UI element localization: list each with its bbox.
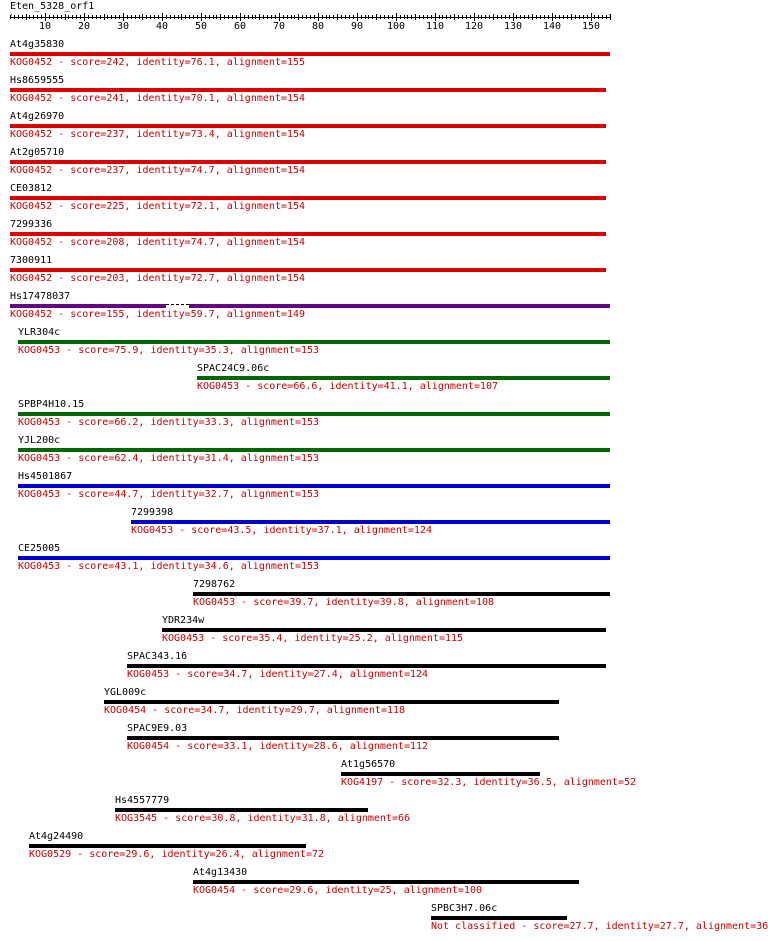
ruler-tick [439, 15, 440, 19]
hit-description[interactable]: KOG0453 - score=62.4, identity=31.4, alignment=153 [18, 453, 320, 464]
ruler-tick [388, 15, 389, 19]
ruler-tick [555, 15, 556, 19]
ruler-tick [275, 15, 276, 19]
ruler-tick [279, 13, 280, 21]
ruler-tick [72, 15, 73, 19]
ruler-tick [497, 15, 498, 19]
ruler-tick-label: 10 [39, 21, 52, 32]
hit-name[interactable]: At1g56570 [341, 759, 396, 770]
ruler-tick [361, 15, 362, 19]
ruler-tick [513, 13, 514, 21]
ruler-tick [349, 15, 350, 19]
ruler-tick [29, 15, 30, 19]
ruler-tick [481, 15, 482, 19]
ruler-tick [68, 15, 69, 19]
hit-description[interactable]: KOG0452 - score=225, identity=72.1, alignment=154 [10, 201, 306, 212]
hit-alignment-bar[interactable] [115, 808, 368, 812]
hit-alignment-bar[interactable] [193, 592, 610, 596]
hit-alignment-bar[interactable] [10, 232, 606, 236]
ruler-tick [571, 14, 572, 20]
hit-name[interactable]: At4g26970 [10, 111, 65, 122]
ruler-tick [493, 14, 494, 20]
ruler-tick [252, 15, 253, 19]
ruler-tick [271, 15, 272, 19]
ruler-tick [594, 15, 595, 19]
hit-name[interactable]: SPAC343.16 [127, 651, 188, 662]
ruler-tick-label: 130 [504, 21, 523, 32]
ruler-tick [119, 15, 120, 19]
ruler-tick [435, 13, 436, 21]
hit-name[interactable]: 7299398 [131, 507, 174, 518]
ruler-tick [283, 15, 284, 19]
hit-description[interactable]: KOG0454 - score=33.1, identity=28.6, alignment=112 [127, 741, 429, 752]
ruler-tick [127, 15, 128, 19]
ruler-tick [84, 13, 85, 21]
ruler-tick [466, 15, 467, 19]
ruler-tick [310, 15, 311, 19]
hit-description[interactable]: KOG0453 - score=66.2, identity=33.3, alignment=153 [18, 417, 320, 428]
hit-alignment-bar[interactable] [193, 880, 579, 884]
ruler-tick [411, 15, 412, 19]
ruler-tick [294, 15, 295, 19]
ruler-tick [244, 15, 245, 19]
ruler-tick [478, 15, 479, 19]
ruler-tick [423, 15, 424, 19]
hit-description[interactable]: KOG0453 - score=34.7, identity=27.4, alignment=124 [127, 669, 429, 680]
ruler-tick [131, 15, 132, 19]
ruler-tick [18, 15, 19, 19]
ruler-arrow-left-icon: ‹ [8, 11, 15, 22]
ruler-tick [154, 15, 155, 19]
ruler-tick [220, 14, 221, 20]
ruler-tick [92, 15, 93, 19]
ruler-tick-label: 110 [426, 21, 445, 32]
ruler-tick [583, 15, 584, 19]
hit-name[interactable]: SPAC9E9.03 [127, 723, 188, 734]
hit-description[interactable]: KOG3545 - score=30.8, identity=31.8, alignment=66 [115, 813, 411, 824]
ruler-tick [224, 15, 225, 19]
ruler-tick [314, 15, 315, 19]
ruler-tick [559, 15, 560, 19]
hit-name[interactable]: 7299336 [10, 219, 53, 230]
ruler-tick [462, 15, 463, 19]
hit-description[interactable]: KOG0453 - score=43.1, identity=34.6, alignment=153 [18, 561, 320, 572]
alignment-gap [166, 304, 189, 305]
ruler-tick-label: 90 [351, 21, 364, 32]
ruler-tick [65, 14, 66, 20]
hit-name[interactable]: SPBC3H7.06c [431, 903, 498, 914]
ruler-tick [536, 15, 537, 19]
hit-alignment-bar[interactable] [10, 268, 606, 272]
ruler-tick [365, 15, 366, 19]
hit-name[interactable]: YDR234w [162, 615, 205, 626]
ruler-tick [575, 15, 576, 19]
hit-name[interactable]: At4g35830 [10, 39, 65, 50]
ruler-tick [37, 15, 38, 19]
hit-name[interactable]: SPBP4H10.15 [18, 399, 85, 410]
hit-alignment-bar[interactable] [10, 304, 166, 308]
ruler-tick-label: 150 [582, 21, 601, 32]
ruler-tick [166, 15, 167, 19]
ruler-tick [442, 15, 443, 19]
ruler-tick [368, 15, 369, 19]
ruler-tick [505, 15, 506, 19]
hit-name[interactable]: Hs17478037 [10, 291, 71, 302]
ruler-tick [213, 15, 214, 19]
hit-name[interactable]: YJL200c [18, 435, 61, 446]
ruler-tick [135, 15, 136, 19]
ruler-tick [150, 15, 151, 19]
ruler-tick [57, 15, 58, 19]
hit-alignment-bar[interactable] [431, 916, 567, 920]
ruler-tick [567, 15, 568, 19]
ruler-tick [205, 15, 206, 19]
ruler-tick [236, 15, 237, 19]
ruler-tick [158, 15, 159, 19]
hit-name[interactable]: YLR304c [18, 327, 61, 338]
ruler-tick [357, 13, 358, 21]
ruler-tick [162, 13, 163, 21]
hit-alignment-bar[interactable] [18, 484, 610, 488]
ruler-tick [302, 15, 303, 19]
ruler-tick [415, 14, 416, 20]
ruler-tick [384, 15, 385, 19]
ruler-tick [548, 15, 549, 19]
hit-description[interactable]: KOG0453 - score=66.6, identity=41.1, alignment=107 [197, 381, 499, 392]
hit-description[interactable]: KOG0454 - score=29.6, identity=25, alignment=100 [193, 885, 482, 896]
ruler-tick-label: 120 [465, 21, 484, 32]
ruler-tick [291, 15, 292, 19]
ruler-tick [216, 15, 217, 19]
ruler-tick [563, 15, 564, 19]
hit-name[interactable]: SPAC24C9.06c [197, 363, 270, 374]
ruler-tick [174, 15, 175, 19]
ruler-tick [458, 15, 459, 19]
ruler-tick [470, 15, 471, 19]
ruler-tick [333, 15, 334, 19]
hit-name[interactable]: Hs8659555 [10, 75, 65, 86]
hit-name[interactable]: At2g05710 [10, 147, 65, 158]
ruler-tick [181, 14, 182, 20]
ruler-tick [80, 15, 81, 19]
ruler-tick [345, 15, 346, 19]
ruler-tick-label: 60 [234, 21, 247, 32]
ruler-tick [33, 15, 34, 19]
hit-name[interactable]: At4g24490 [29, 831, 84, 842]
ruler-tick [516, 15, 517, 19]
hit-description[interactable]: KOG0529 - score=29.6, identity=26.4, alignment=72 [29, 849, 325, 860]
ruler-tick [178, 15, 179, 19]
ruler-tick [544, 15, 545, 19]
ruler-tick [209, 15, 210, 19]
ruler-tick [267, 15, 268, 19]
hit-alignment-bar[interactable] [10, 52, 610, 56]
hit-description[interactable]: KOG0452 - score=237, identity=73.4, alignment=154 [10, 129, 306, 140]
hit-alignment-bar[interactable] [18, 448, 610, 452]
hit-name[interactable]: YGL009c [104, 687, 147, 698]
ruler-tick [587, 15, 588, 19]
ruler-tick-label: 40 [156, 21, 169, 32]
hit-alignment-bar[interactable] [341, 772, 540, 776]
hit-name[interactable]: Hs4501867 [18, 471, 73, 482]
hit-alignment-bar[interactable] [162, 628, 606, 632]
ruler-tick [380, 15, 381, 19]
ruler-tick-label: 20 [78, 21, 91, 32]
ruler-tick [520, 15, 521, 19]
ruler-tick [407, 15, 408, 19]
ruler-tick [446, 15, 447, 19]
hit-description[interactable]: KOG0453 - score=75.9, identity=35.3, alignment=153 [18, 345, 320, 356]
ruler-tick [61, 15, 62, 19]
ruler-tick-label: 80 [312, 21, 325, 32]
ruler-tick [396, 13, 397, 21]
ruler-tick [528, 15, 529, 19]
ruler-tick [228, 15, 229, 19]
ruler-tick-label: 70 [273, 21, 286, 32]
ruler-tick [49, 15, 50, 19]
ruler-tick [454, 14, 455, 20]
ruler-tick [45, 13, 46, 21]
ruler-tick [197, 15, 198, 19]
ruler-tick [142, 14, 143, 20]
hit-alignment-bar[interactable] [10, 88, 606, 92]
ruler-tick-label: 140 [543, 21, 562, 32]
ruler-tick [431, 15, 432, 19]
ruler-tick [326, 15, 327, 19]
hit-description[interactable]: KOG0452 - score=155, identity=59.7, alignment=149 [10, 309, 306, 320]
hit-description[interactable]: KOG0453 - score=35.4, identity=25.2, alignment=115 [162, 633, 464, 644]
ruler-tick [96, 15, 97, 19]
hit-alignment-bar[interactable] [127, 736, 559, 740]
hit-alignment-bar[interactable] [18, 412, 610, 416]
hit-description[interactable]: Not classified - score=27.7, identity=27.7, alignment=36 [431, 921, 768, 932]
ruler-tick [170, 15, 171, 19]
ruler-tick [450, 15, 451, 19]
hit-description[interactable]: KOG0453 - score=43.5, identity=37.1, alignment=124 [131, 525, 433, 536]
hit-alignment-bar[interactable] [18, 556, 610, 560]
ruler-tick [22, 15, 23, 19]
ruler-tick [139, 15, 140, 19]
hit-name[interactable]: 7298762 [193, 579, 236, 590]
hit-description[interactable]: KOG0453 - score=39.7, identity=39.8, alignment=108 [193, 597, 495, 608]
ruler-tick [474, 13, 475, 21]
ruler-tick [427, 15, 428, 19]
hit-description[interactable]: KOG0452 - score=241, identity=70.1, alignment=154 [10, 93, 306, 104]
ruler-tick [298, 14, 299, 20]
hit-alignment-bar[interactable] [10, 160, 606, 164]
ruler-tick [107, 15, 108, 19]
ruler-tick [232, 15, 233, 19]
hit-name[interactable]: At4g13430 [193, 867, 248, 878]
ruler-tick [287, 15, 288, 19]
hit-alignment-bar[interactable] [197, 376, 610, 380]
ruler-tick-label: 50 [195, 21, 208, 32]
ruler-tick [353, 15, 354, 19]
hit-alignment-bar[interactable] [29, 844, 306, 848]
ruler-tick [306, 15, 307, 19]
ruler-tick [404, 15, 405, 19]
ruler-tick [579, 15, 580, 19]
ruler-tick [540, 15, 541, 19]
hit-alignment-bar[interactable] [104, 700, 559, 704]
ruler-tick [509, 15, 510, 19]
ruler-tick [341, 15, 342, 19]
hit-alignment-bar[interactable] [127, 664, 606, 668]
ruler-tick [524, 15, 525, 19]
ruler-tick [240, 13, 241, 21]
ruler-tick [115, 15, 116, 19]
query-name: Eten_5328_orf1 [10, 1, 95, 12]
ruler-tick [318, 13, 319, 21]
ruler-tick [41, 15, 42, 19]
ruler-tick [100, 15, 101, 19]
ruler-tick [189, 15, 190, 19]
hit-alignment-bar[interactable] [10, 196, 606, 200]
ruler-tick [532, 14, 533, 20]
ruler-arrow-right-icon: › [607, 11, 614, 22]
ruler-tick [248, 15, 249, 19]
ruler-tick [322, 15, 323, 19]
ruler-tick [14, 15, 15, 19]
hit-description[interactable]: KOG0452 - score=237, identity=74.7, alignment=154 [10, 165, 306, 176]
ruler-tick [598, 15, 599, 19]
ruler-tick [255, 15, 256, 19]
ruler-tick [400, 15, 401, 19]
ruler-tick [489, 15, 490, 19]
ruler-tick [146, 15, 147, 19]
ruler-tick [372, 15, 373, 19]
ruler-tick [485, 15, 486, 19]
hit-name[interactable]: CE03812 [10, 183, 53, 194]
ruler-tick [419, 15, 420, 19]
hit-description[interactable]: KOG0452 - score=203, identity=72.7, alignment=154 [10, 273, 306, 284]
hit-description[interactable]: KOG0452 - score=208, identity=74.7, alignment=154 [10, 237, 306, 248]
ruler-tick [602, 15, 603, 19]
ruler-tick [263, 15, 264, 19]
ruler-tick [26, 14, 27, 20]
ruler-tick [392, 15, 393, 19]
ruler-tick [193, 15, 194, 19]
ruler-tick [111, 15, 112, 19]
ruler-tick-label: 100 [387, 21, 406, 32]
hit-description[interactable]: KOG0452 - score=242, identity=76.1, alignment=155 [10, 57, 306, 68]
ruler-tick [123, 13, 124, 21]
ruler-tick-label: 30 [117, 21, 130, 32]
ruler-tick [201, 13, 202, 21]
hit-name[interactable]: CE25005 [18, 543, 61, 554]
ruler-tick [259, 14, 260, 20]
ruler-tick [104, 14, 105, 20]
ruler-tick [552, 13, 553, 21]
hit-alignment-bar[interactable] [10, 124, 606, 128]
hit-name[interactable]: Hs4557779 [115, 795, 170, 806]
ruler-tick [337, 14, 338, 20]
hit-alignment-bar[interactable] [131, 520, 610, 524]
hit-alignment-bar[interactable] [18, 340, 610, 344]
hit-description[interactable]: KOG0453 - score=44.7, identity=32.7, alignment=153 [18, 489, 320, 500]
ruler-tick [329, 15, 330, 19]
hit-alignment-bar[interactable] [189, 304, 610, 308]
ruler-tick [76, 15, 77, 19]
ruler-tick [88, 15, 89, 19]
ruler-tick [376, 14, 377, 20]
hit-description[interactable]: KOG4197 - score=32.3, identity=36.5, alignment=52 [341, 777, 637, 788]
hit-name[interactable]: 7300911 [10, 255, 53, 266]
ruler-tick [591, 13, 592, 21]
ruler-tick [53, 15, 54, 19]
hit-description[interactable]: KOG0454 - score=34.7, identity=29.7, alignment=118 [104, 705, 406, 716]
ruler-tick [185, 15, 186, 19]
ruler-tick [501, 15, 502, 19]
